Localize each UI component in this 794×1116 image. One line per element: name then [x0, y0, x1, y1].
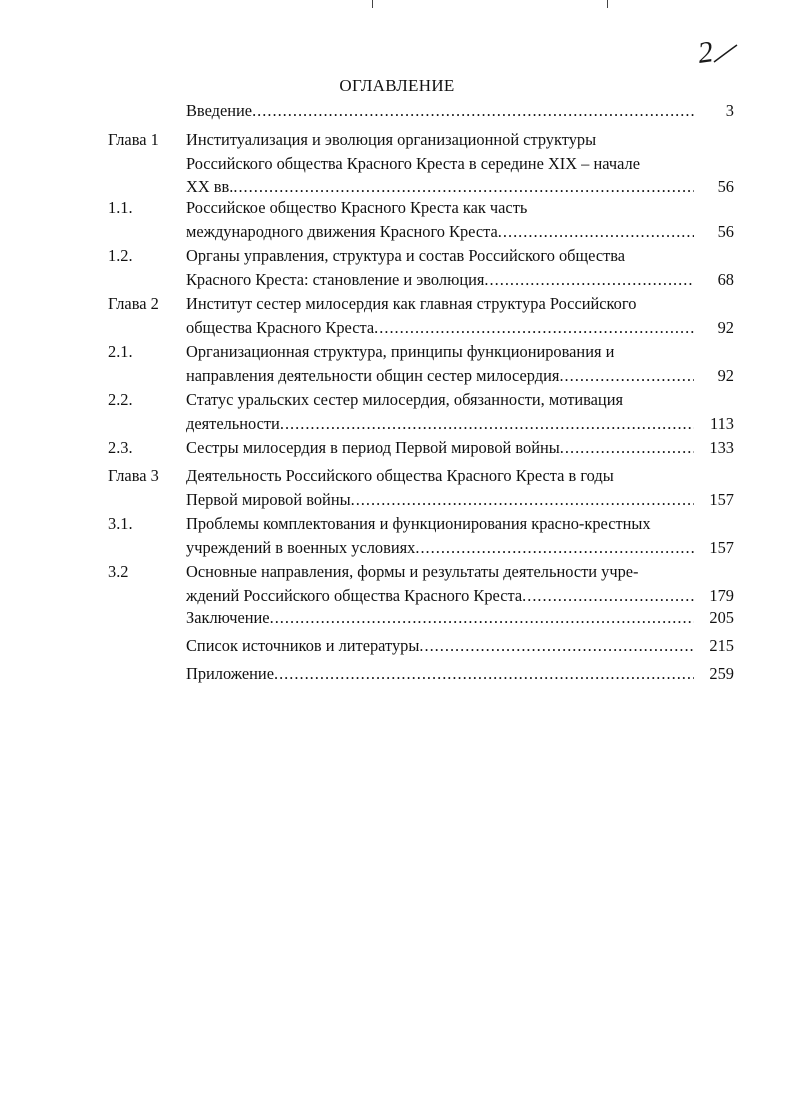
toc-leader-dots: [270, 606, 694, 630]
toc-entry-text: Первой мировой войны: [186, 489, 351, 509]
toc-entry-line: [186, 220, 694, 244]
toc-entry-line: [186, 99, 694, 123]
toc-page-number: 113: [710, 413, 734, 433]
toc-entry-line: Основные направления, формы и результаты деятельности учре-: [186, 562, 639, 581]
toc-entry-text: деятельности: [186, 413, 280, 433]
toc-entry-text: Красного Креста: становление и эволюция: [186, 269, 485, 289]
toc-leader-dots: [498, 220, 694, 244]
toc-entry-title: [186, 512, 694, 559]
toc-entry-line: Статус уральских сестер милосердия, обязанности, мотивация: [186, 390, 624, 409]
toc-leader-dots: [484, 268, 694, 292]
toc-entry-line: [186, 364, 694, 388]
toc-leader-dots: [252, 99, 694, 123]
toc-leader-dots: [233, 175, 694, 199]
toc-entry-line: [186, 412, 694, 436]
toc-leader-dots: [560, 436, 694, 460]
toc-leader-dots: [522, 584, 694, 608]
scan-mark: [372, 0, 373, 8]
toc-entry-line: [186, 316, 694, 340]
toc-entry-text: ждений Российского общества Красного Креста: [186, 585, 523, 605]
toc-entry-title: [186, 388, 694, 435]
toc-entry-title: [186, 606, 694, 630]
toc-entry-text: Список источников и литературы: [186, 636, 420, 655]
toc-entry-title: [186, 464, 694, 511]
toc-entry-line: [186, 634, 694, 658]
toc-entry-number: Глава 1: [108, 130, 159, 149]
toc-entry-title: [186, 436, 694, 460]
toc-page-number: 92: [717, 317, 734, 337]
toc-leader-dots: [415, 536, 694, 560]
toc-leader-dots: [351, 488, 694, 512]
toc-page-number: 205: [709, 608, 734, 627]
toc-entry-text: направления деятельности общин сестер милосердия: [186, 365, 560, 385]
toc-page-number: 133: [709, 438, 734, 457]
toc-entry-line: Российское общество Красного Креста как часть: [186, 198, 528, 217]
toc-page-number: 3: [725, 101, 734, 120]
toc-page-number: 179: [709, 585, 734, 605]
toc-entry-number: 1.1.: [108, 198, 133, 217]
toc-entry-line: [186, 606, 694, 630]
toc-page-number: 157: [709, 537, 734, 557]
toc-entry-title: [186, 244, 694, 291]
page-number-stroke: [712, 44, 738, 64]
toc-entry-line: Институт сестер милосердия как главная структура Российского: [186, 294, 637, 313]
toc-entry-number: Глава 3: [108, 466, 159, 485]
toc-entry-number: 3.1.: [108, 514, 133, 533]
toc-page-number: 215: [709, 636, 734, 655]
toc-entry-text: международного движения Красного Креста: [186, 221, 498, 241]
toc-entry-line: Институализация и эволюция организационной структуры: [186, 130, 597, 149]
toc-entry-line: Деятельность Российского общества Красного Креста в годы: [186, 466, 614, 485]
toc-entry-number: 2.1.: [108, 342, 133, 361]
toc-entry-line: [186, 488, 694, 512]
toc-entry-text: учреждений в военных условиях: [186, 537, 416, 557]
toc-entry-text: общества Красного Креста: [186, 317, 375, 337]
toc-entry-title: [186, 292, 694, 339]
toc-entry-line: [186, 436, 694, 460]
toc-entry-number: 1.2.: [108, 246, 133, 265]
toc-entry-line: [186, 175, 694, 199]
toc-entry-number: 2.3.: [108, 438, 133, 457]
toc-leader-dots: [280, 412, 694, 436]
toc-leader-dots: [419, 634, 694, 658]
toc-entry-number: 3.2: [108, 562, 129, 581]
toc-page-number: 259: [709, 664, 734, 683]
toc-entry-title: [186, 662, 694, 686]
toc-entry-text: Заключение: [186, 608, 270, 627]
toc-entry-line: Организационная структура, принципы функционирования и: [186, 342, 615, 361]
toc-leader-dots: [274, 662, 694, 686]
toc-entry-number: Глава 2: [108, 294, 159, 313]
toc-entry-line: [186, 268, 694, 292]
toc-page-number: 56: [717, 221, 734, 241]
page-title: ОГЛАВЛЕНИЕ: [339, 76, 455, 95]
toc-leader-dots: [559, 364, 694, 388]
toc-entry-title: [186, 196, 694, 243]
toc-entry-number: 2.2.: [108, 390, 133, 409]
toc-entry-line: Российского общества Красного Креста в середине XIX – начале: [186, 153, 640, 173]
scan-mark: [607, 0, 608, 8]
toc-entry-line: Проблемы комплектования и функционирования красно-крестных: [186, 514, 651, 533]
toc-entry-title: [186, 560, 694, 607]
toc-page-number: 68: [717, 269, 734, 289]
toc-entry-title: [186, 340, 694, 387]
toc-entry-text: Приложение: [186, 664, 274, 683]
toc-entry-line: [186, 536, 694, 560]
toc-entry-title: [186, 634, 694, 658]
toc-entry-title: [186, 99, 694, 123]
toc-page-number: 157: [709, 489, 734, 509]
toc-entry-title: [186, 128, 694, 199]
toc-entry-text: Введение: [186, 101, 253, 120]
toc-entry-text: XX вв.: [186, 177, 234, 196]
toc-page-number: 92: [717, 365, 734, 385]
toc-page-number: 56: [717, 177, 734, 196]
toc-entry-line: Органы управления, структура и состав Российского общества: [186, 246, 626, 265]
toc-entry-text: Сестры милосердия в период Первой мировой войны: [186, 438, 560, 457]
toc-entry-line: [186, 662, 694, 686]
page-number-mark: 2: [695, 35, 716, 70]
toc-leader-dots: [374, 316, 694, 340]
toc-entry-line: [186, 584, 694, 608]
